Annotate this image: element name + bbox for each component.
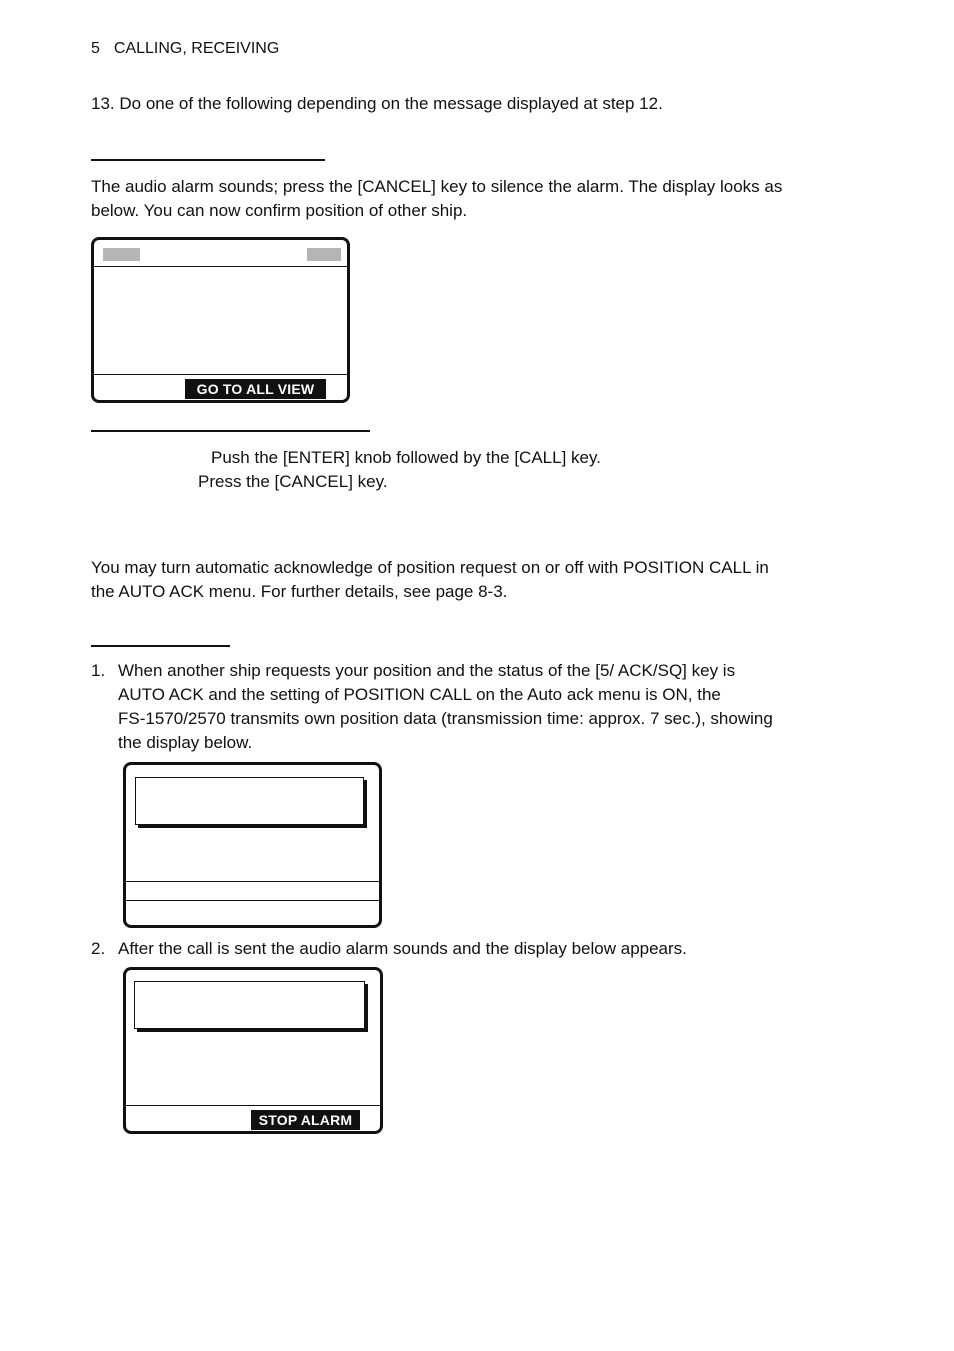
auto-ack-line-1: You may turn automatic acknowledge of position request on or off with POSITION CALL in [91,558,769,577]
display-footer-divider [94,374,347,375]
step-1-line-1: When another ship requests your position and the status of the [5/ ACK/SQ] key is [118,661,736,680]
step-1-line-3: FS-1570/2570 transmits own position data (transmission time: approx. 7 sec.), showing [118,709,773,728]
step-13 [91,92,663,116]
message-box [134,981,365,1029]
position-display-screen [91,237,350,403]
transmitting-display-screen [123,762,382,928]
display-header-divider [94,266,347,267]
step-1-line-2: AUTO ACK and the setting of POSITION CALL on the Auto ack menu is ON, the [118,685,721,704]
alarm-display-screen [123,967,383,1134]
chapter-number: 5 [91,40,100,57]
display-divider-1 [126,881,379,882]
page-header [91,37,279,61]
section-b-line-2: Press the [CANCEL] key. [198,472,388,491]
stop-alarm-button[interactable]: STOP ALARM [251,1110,360,1130]
step-1-number: 1. [91,661,106,680]
step-13-number: 13. [91,94,115,113]
auto-ack-line-2: the AUTO ACK menu. For further details, see page 8-3. [91,582,508,601]
header-field-right [307,248,341,261]
section-a-line-2: below. You can now confirm position of other ship. [91,201,468,220]
section-b-line-1: Push the [ENTER] knob followed by the [CALL] key. [211,448,601,467]
step-13-text: Do one of the following depending on the message displayed at step 12. [119,94,663,113]
section-c-heading-rule [91,645,230,647]
display-footer-divider [126,1105,380,1106]
chapter-title: CALLING, RECEIVING [113,40,280,57]
go-to-all-view-button[interactable]: GO TO ALL VIEW [185,379,326,399]
header-field-left [103,248,140,261]
step-1-line-4: the display below. [118,733,253,752]
section-a-line-1: The audio alarm sounds; press the [CANCEL] key to silence the alarm. The display looks as [91,177,783,196]
section-b-heading-rule [91,430,370,432]
step-2-line-1: After the call is sent the audio alarm sounds and the display below appears. [118,939,687,958]
message-box [135,777,364,825]
step-2-number: 2. [91,939,106,958]
display-divider-2 [126,900,379,901]
section-a-heading-rule [91,159,325,161]
